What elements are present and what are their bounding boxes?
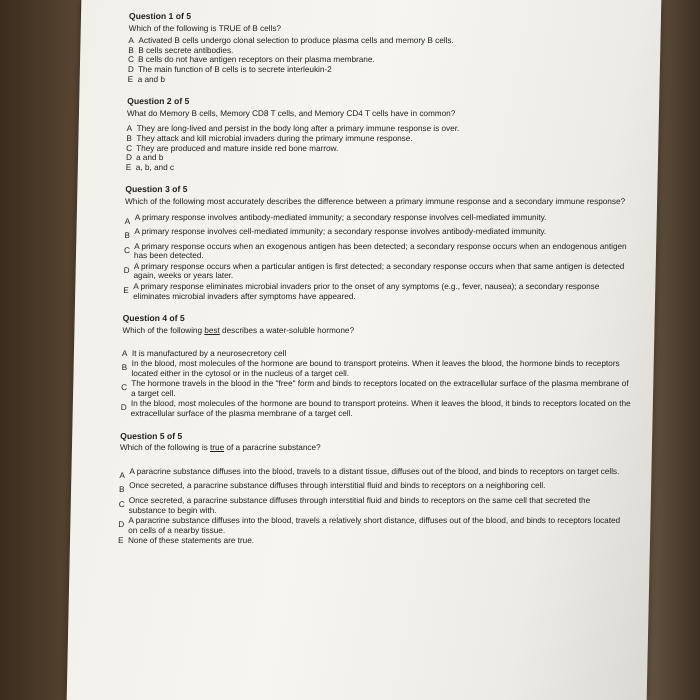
option-c: C A primary response occurs when an exogenous antigen has been detected; a secondary response occurs when an endogenous antigen has been detected. (123, 241, 627, 261)
option-a: A It is manufactured by a neurosecretory cell (121, 349, 287, 359)
question-3 (123, 185, 635, 301)
option-e: E a and b (127, 74, 166, 84)
question-prompt: Which of the following best describes a water-soluble hormone? (122, 325, 355, 335)
quiz-content (118, 12, 639, 559)
option-b: B Once secreted, a paracrine substance diffuses through interstitial fluid and binds to receptors on a neighboring cell. (118, 481, 546, 495)
option-b: B B cells secrete antibodies. (128, 45, 234, 55)
question-prompt: What do Memory B cells, Memory CD8 T cells, and Memory CD4 T cells have in common? (126, 108, 456, 118)
question-1 (128, 12, 640, 84)
emphasis-underline: best (204, 325, 220, 335)
option-c: C Once secreted, a paracrine substance diffuses through interstitial fluid and binds to receptors on the same cell that secreted the substance to begin with. (118, 495, 591, 515)
question-title: Question 1 of 5 (128, 11, 192, 21)
option-b: B A primary response involves cell-mediated immunity; a secondary response involves antibody-mediated immunity. (124, 227, 547, 241)
question-prompt: Which of the following is TRUE of B cells? (128, 23, 282, 33)
question-2 (126, 97, 638, 172)
option-e: E None of these statements are true. (117, 536, 255, 546)
question-5 (118, 432, 630, 546)
question-title: Question 5 of 5 (120, 430, 183, 441)
question-title: Question 3 of 5 (125, 184, 188, 195)
option-c: C They are produced and mature inside red bone marrow. (126, 143, 339, 153)
option-a: A A paracrine substance diffuses into the blood, travels to a distant tissue, diffuses out of the blood, and binds to receptors on target cells. (119, 466, 620, 480)
question-prompt: Which of the following most accurately describes the difference between a primary immune response and a secondary immune response? (125, 196, 626, 206)
question-prompt: Which of the following is true of a paracrine substance? (119, 443, 321, 453)
option-c: C The hormone travels in the blood in the "free" form and binds to receptors located on the extracellular surface of the plasma membrane of a target cell. (121, 379, 629, 398)
option-a: A A primary response involves antibody-mediated immunity; a secondary response involves cell-mediated immunity. (124, 212, 547, 226)
option-b: B They attack and kill microbial invaders during the primary immune response. (126, 133, 413, 143)
option-d: D a and b (125, 153, 164, 163)
question-title: Question 2 of 5 (127, 96, 190, 107)
option-c: C B cells do not have antigen receptors on their plasma membrane. (127, 55, 375, 65)
question-title: Question 4 of 5 (122, 313, 185, 324)
option-a: A They are long-lived and persist in the body long after a primary immune response is over. (126, 124, 460, 134)
option-d: D The main function of B cells is to secrete interleukin-2 (127, 64, 332, 74)
option-a: A Activated B cells undergo clonal selection to produce plasma cells and memory B cells. (128, 36, 454, 46)
emphasis-underline: true (209, 443, 225, 453)
paper-sheet (67, 0, 662, 700)
option-e: E A primary response eliminates microbial invaders prior to the onset of any symptoms (e.g., fever, nausea); a secondary response eliminates microbial invaders after symptoms have appeared. (123, 282, 600, 301)
option-b: B In the blood, most molecules of the hormone are bound to transport proteins. When it leaves the blood, the hormone binds to receptors located either in the cytosol or in the nucleus of a target cell. (121, 359, 620, 378)
question-4 (121, 314, 633, 418)
option-d: D A primary response occurs when a particular antigen is first detected; a secondary response occurs when that same antigen is detected again, weeks or years later. (123, 261, 625, 281)
option-e: E a, b, and c (125, 162, 175, 172)
option-d: D In the blood, most molecules of the hormone are bound to transport proteins. When it leaves the blood, it binds to receptors located on the extracellular surface of the plasma membrane of a target cell. (120, 399, 631, 418)
option-d: D A paracrine substance diffuses into the blood, travels a relatively short distance, diffuses out of the blood, and binds to receptors located on cells of a nearby tissue. (118, 516, 621, 535)
